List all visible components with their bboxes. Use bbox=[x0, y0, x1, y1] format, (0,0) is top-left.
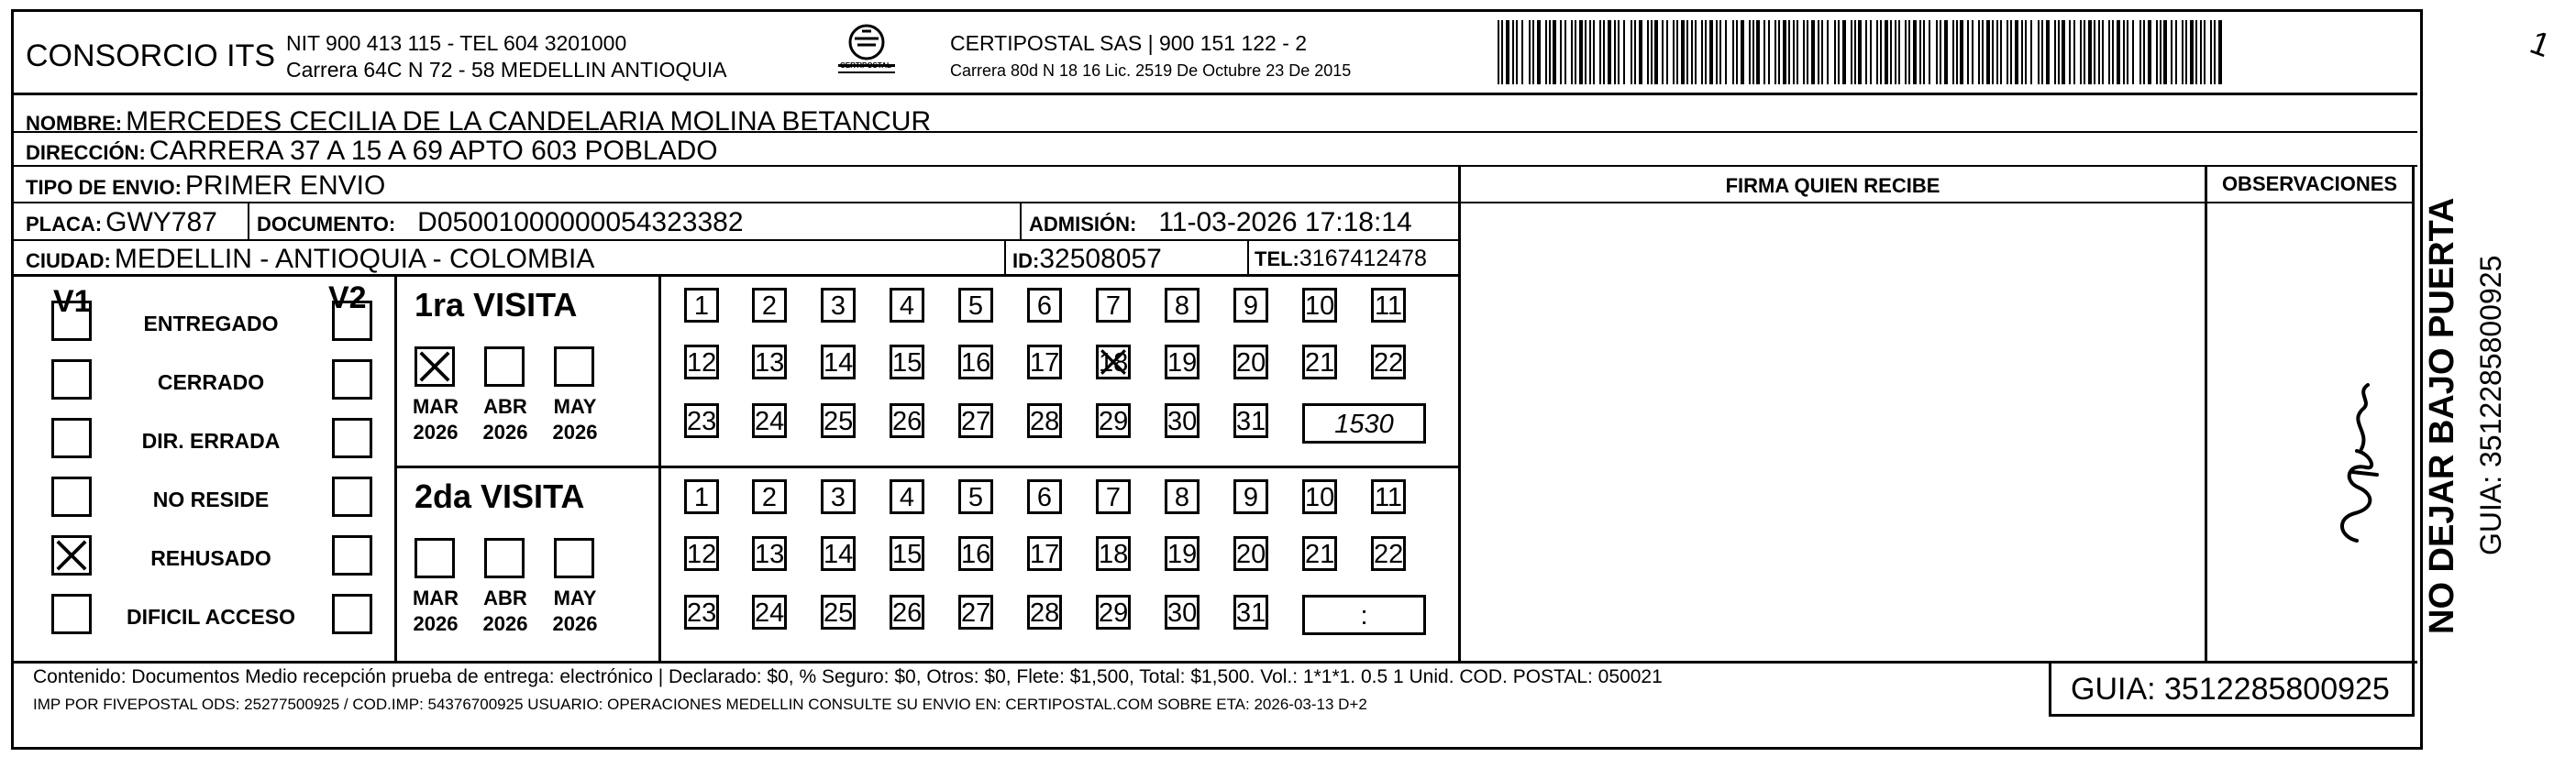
day-number: 17 bbox=[1030, 348, 1060, 378]
day-22-box[interactable] bbox=[1371, 536, 1406, 571]
corner-mark: 1 bbox=[2525, 22, 2556, 65]
certipostal-logo bbox=[835, 22, 899, 82]
carrier-info: CERTIPOSTAL SAS | 900 151 122 - 2 bbox=[950, 31, 1308, 55]
day-number: 9 bbox=[1243, 483, 1259, 512]
day-27-box[interactable] bbox=[958, 403, 993, 438]
day-number: 30 bbox=[1167, 407, 1198, 436]
day-number: 24 bbox=[755, 598, 785, 628]
admission-row: ADMISIÓN: 11-03-2026 17:18:14 bbox=[1029, 207, 1412, 237]
day-number: 22 bbox=[1374, 348, 1404, 378]
visit-title: 2da VISITA bbox=[415, 477, 585, 515]
day-8-box[interactable] bbox=[1165, 288, 1200, 323]
month-year: 2026 bbox=[482, 421, 528, 444]
day-8-box[interactable] bbox=[1165, 479, 1200, 514]
day-number: 15 bbox=[892, 540, 923, 569]
day-16-box[interactable] bbox=[958, 536, 993, 571]
day-number: 15 bbox=[892, 348, 923, 378]
v2-checkbox[interactable] bbox=[332, 535, 372, 576]
month-option bbox=[548, 586, 602, 637]
day-7-box[interactable] bbox=[1096, 479, 1131, 514]
day-4-box[interactable] bbox=[890, 288, 924, 323]
month-option bbox=[548, 394, 602, 445]
day-number: 3 bbox=[830, 483, 846, 512]
print-info: IMP POR FIVEPOSTAL ODS: 25277500925 / COD.IMP: 54376700925 USUARIO: OPERACIONES MEDELLIN CONSULTE SU ENVIO EN: CERTIPOSTAL.COM SOBRE ETA: 2026-03-13 D+2 bbox=[33, 696, 1367, 713]
status-label: DIFICIL ACCESO bbox=[126, 605, 295, 629]
day-number: 21 bbox=[1305, 540, 1335, 569]
no-dejar-bajo-puerta: NO DEJAR BAJO PUERTA bbox=[2423, 197, 2461, 634]
day-30-box[interactable] bbox=[1165, 595, 1200, 630]
day-number: 23 bbox=[687, 407, 717, 436]
v2-checkbox[interactable] bbox=[332, 477, 372, 517]
day-number: 13 bbox=[755, 348, 785, 378]
day-number: 7 bbox=[1105, 483, 1122, 512]
day-number: 2 bbox=[761, 291, 778, 321]
day-27-box[interactable] bbox=[958, 595, 993, 630]
v1-checkbox[interactable] bbox=[51, 301, 92, 341]
recipient-name: MERCEDES CECILIA DE LA CANDELARIA MOLINA BETANCUR bbox=[126, 106, 932, 137]
month-checkbox[interactable] bbox=[415, 538, 455, 578]
day-number: 29 bbox=[1099, 407, 1129, 436]
day-number: 26 bbox=[892, 598, 923, 628]
day-number: 12 bbox=[687, 348, 717, 378]
day-11-box[interactable] bbox=[1371, 288, 1406, 323]
day-18-box[interactable] bbox=[1096, 345, 1131, 379]
month-year: 2026 bbox=[552, 421, 598, 444]
day-25-box[interactable] bbox=[821, 403, 856, 438]
day-number: 5 bbox=[967, 291, 984, 321]
day-number: 14 bbox=[824, 540, 854, 569]
day-number: 8 bbox=[1174, 291, 1190, 321]
day-number: 16 bbox=[961, 540, 991, 569]
month-checkbox[interactable] bbox=[484, 346, 525, 387]
document-row: DOCUMENTO: D05001000000054323382 bbox=[257, 207, 744, 237]
day-number: 1 bbox=[693, 291, 710, 321]
status-label: REHUSADO bbox=[150, 546, 271, 570]
day-number: 7 bbox=[1105, 291, 1122, 321]
month-year: 2026 bbox=[482, 612, 528, 635]
address-row: DIRECCIÓN: CARRERA 37 A 15 A 69 APTO 603 POBLADO bbox=[26, 136, 718, 166]
day-number: 20 bbox=[1236, 348, 1266, 378]
day-number: 25 bbox=[824, 598, 854, 628]
month-label: MAY bbox=[553, 395, 597, 418]
day-24-box[interactable] bbox=[752, 595, 787, 630]
day-number: 27 bbox=[961, 407, 991, 436]
day-19-box[interactable] bbox=[1165, 536, 1200, 571]
company-name: CONSORCIO ITS bbox=[26, 38, 276, 73]
day-number: 14 bbox=[824, 348, 854, 378]
month-year: 2026 bbox=[413, 612, 459, 635]
day-2-box[interactable] bbox=[752, 479, 787, 514]
day-13-box[interactable] bbox=[752, 345, 787, 379]
day-number: 17 bbox=[1030, 540, 1060, 569]
day-number: 30 bbox=[1167, 598, 1198, 628]
v1-checkbox[interactable] bbox=[51, 418, 92, 458]
day-13-box[interactable] bbox=[752, 536, 787, 571]
month-year: 2026 bbox=[552, 612, 598, 635]
v2-checkbox[interactable] bbox=[332, 359, 372, 400]
observations-header: OBSERVACIONES bbox=[2221, 172, 2398, 195]
day-28-box[interactable] bbox=[1027, 403, 1062, 438]
day-7-box[interactable] bbox=[1096, 288, 1131, 323]
barcode bbox=[1498, 20, 2228, 84]
day-30-box[interactable] bbox=[1165, 403, 1200, 438]
day-1-box[interactable] bbox=[684, 288, 719, 323]
status-label: DIR. ERRADA bbox=[141, 429, 281, 453]
visit-time-field[interactable]: : bbox=[1302, 595, 1426, 635]
day-number: 19 bbox=[1167, 540, 1198, 569]
day-6-box[interactable] bbox=[1027, 479, 1062, 514]
plate-row: PLACA: GWY787 bbox=[26, 207, 217, 237]
day-number: 1 bbox=[693, 483, 710, 512]
day-31-box[interactable] bbox=[1233, 595, 1268, 630]
day-9-box[interactable] bbox=[1233, 288, 1268, 323]
day-22-box[interactable] bbox=[1371, 345, 1406, 379]
v1-checkbox[interactable] bbox=[51, 477, 92, 517]
day-number: 29 bbox=[1099, 598, 1129, 628]
day-number: 4 bbox=[899, 483, 915, 512]
day-17-box[interactable] bbox=[1027, 536, 1062, 571]
month-checkbox[interactable] bbox=[554, 346, 594, 387]
day-number: 11 bbox=[1374, 483, 1403, 512]
id-row: ID:32508057 bbox=[1012, 244, 1162, 274]
day-number: 25 bbox=[824, 407, 854, 436]
footer-guia: GUIA: 3512285800925 bbox=[2071, 672, 2390, 707]
month-option bbox=[479, 586, 532, 637]
day-14-box[interactable] bbox=[821, 536, 856, 571]
day-25-box[interactable] bbox=[821, 595, 856, 630]
v2-checkbox[interactable] bbox=[332, 418, 372, 458]
day-number: 11 bbox=[1374, 291, 1403, 321]
day-number: 31 bbox=[1236, 407, 1266, 436]
day-number: 3 bbox=[830, 291, 846, 321]
day-number: 6 bbox=[1036, 483, 1053, 512]
day-4-box[interactable] bbox=[890, 479, 924, 514]
status-label: CERRADO bbox=[157, 370, 265, 394]
day-number: 18 bbox=[1099, 348, 1129, 378]
day-10-box[interactable] bbox=[1302, 288, 1337, 323]
day-number: 28 bbox=[1030, 598, 1060, 628]
plate-value: GWY787 bbox=[105, 207, 217, 237]
day-31-box[interactable] bbox=[1233, 403, 1268, 438]
day-number: 10 bbox=[1305, 483, 1335, 512]
day-number: 22 bbox=[1374, 540, 1404, 569]
day-29-box[interactable] bbox=[1096, 595, 1131, 630]
company-nit: NIT 900 413 115 - TEL 604 3201000 bbox=[286, 31, 627, 55]
day-21-box[interactable] bbox=[1302, 536, 1337, 571]
month-label: MAR bbox=[412, 395, 459, 418]
day-20-box[interactable] bbox=[1233, 345, 1268, 379]
side-guia: GUIA: 3512285800925 bbox=[2474, 255, 2507, 555]
shipment-type-row: TIPO DE ENVIO: PRIMER ENVIO bbox=[26, 170, 386, 201]
day-number: 8 bbox=[1174, 483, 1190, 512]
tel-row: TEL:3167412478 bbox=[1255, 246, 1427, 271]
day-number: 2 bbox=[761, 483, 778, 512]
carrier-address: Carrera 80d N 18 16 Lic. 2519 De Octubre 23 De 2015 bbox=[950, 61, 1352, 80]
carrier-logo-text: CERTIPOSTAL bbox=[840, 61, 891, 70]
day-number: 4 bbox=[899, 291, 915, 321]
day-9-box[interactable] bbox=[1233, 479, 1268, 514]
document-value: D05001000000054323382 bbox=[417, 207, 744, 237]
day-3-box[interactable] bbox=[821, 479, 856, 514]
day-number: 12 bbox=[687, 540, 717, 569]
day-12-box[interactable] bbox=[684, 536, 719, 571]
shipment-type: PRIMER ENVIO bbox=[184, 170, 386, 201]
day-3-box[interactable] bbox=[821, 288, 856, 323]
day-23-box[interactable] bbox=[684, 403, 719, 438]
month-checkbox[interactable] bbox=[415, 346, 455, 387]
month-option bbox=[479, 394, 532, 445]
day-23-box[interactable] bbox=[684, 595, 719, 630]
month-label: MAY bbox=[553, 587, 597, 609]
day-number: 10 bbox=[1305, 291, 1335, 321]
day-21-box[interactable] bbox=[1302, 345, 1337, 379]
month-label: ABR bbox=[483, 395, 527, 418]
v2-checkbox[interactable] bbox=[332, 594, 372, 634]
day-number: 9 bbox=[1243, 291, 1259, 321]
day-5-box[interactable] bbox=[958, 479, 993, 514]
name-row: NOMBRE: MERCEDES CECILIA DE LA CANDELARIA MOLINA BETANCUR bbox=[26, 106, 932, 137]
day-26-box[interactable] bbox=[890, 403, 924, 438]
day-18-box[interactable] bbox=[1096, 536, 1131, 571]
status-label: NO RESIDE bbox=[152, 488, 270, 511]
recipient-signature bbox=[2320, 367, 2394, 550]
month-checkbox[interactable] bbox=[554, 538, 594, 578]
visit-time-field[interactable]: 1530 bbox=[1302, 403, 1426, 444]
company-address: Carrera 64C N 72 - 58 MEDELLIN ANTIOQUIA bbox=[286, 58, 727, 82]
day-number: 24 bbox=[755, 407, 785, 436]
day-16-box[interactable] bbox=[958, 345, 993, 379]
day-2-box[interactable] bbox=[752, 288, 787, 323]
month-label: MAR bbox=[412, 587, 459, 609]
status-label: ENTREGADO bbox=[143, 312, 279, 335]
v2-checkbox[interactable] bbox=[332, 301, 372, 341]
visit-title: 1ra VISITA bbox=[415, 286, 578, 324]
day-15-box[interactable] bbox=[890, 536, 924, 571]
tel-value: 3167412478 bbox=[1299, 246, 1427, 271]
content-summary: Contenido: Documentos Medio recepción prueba de entrega: electrónico | Declarado: $0, % Seguro: $0, Otros: $0, Flete: $1,500, Total: $1,500. Vol.: 1*1*1. 0.5 1 Unid. COD. POSTAL: 050021 bbox=[33, 666, 1663, 687]
day-12-box[interactable] bbox=[684, 345, 719, 379]
month-option bbox=[409, 586, 462, 637]
day-29-box[interactable] bbox=[1096, 403, 1131, 438]
day-5-box[interactable] bbox=[958, 288, 993, 323]
admission-value: 11-03-2026 17:18:14 bbox=[1158, 207, 1412, 237]
day-10-box[interactable] bbox=[1302, 479, 1337, 514]
day-6-box[interactable] bbox=[1027, 288, 1062, 323]
day-number: 28 bbox=[1030, 407, 1060, 436]
city-value: MEDELLIN - ANTIOQUIA - COLOMBIA bbox=[114, 244, 595, 274]
v1-checkbox[interactable] bbox=[51, 594, 92, 634]
day-number: 13 bbox=[755, 540, 785, 569]
city-row: CIUDAD: MEDELLIN - ANTIOQUIA - COLOMBIA bbox=[26, 244, 595, 274]
day-number: 16 bbox=[961, 348, 991, 378]
day-number: 18 bbox=[1099, 540, 1129, 569]
day-number: 27 bbox=[961, 598, 991, 628]
day-19-box[interactable] bbox=[1165, 345, 1200, 379]
day-14-box[interactable] bbox=[821, 345, 856, 379]
day-number: 20 bbox=[1236, 540, 1266, 569]
day-number: 19 bbox=[1167, 348, 1198, 378]
signature-header: FIRMA QUIEN RECIBE bbox=[1725, 174, 1940, 197]
day-1-box[interactable] bbox=[684, 479, 719, 514]
month-year: 2026 bbox=[413, 421, 459, 444]
v1-checkbox[interactable] bbox=[51, 359, 92, 400]
day-15-box[interactable] bbox=[890, 345, 924, 379]
day-number: 23 bbox=[687, 598, 717, 628]
day-17-box[interactable] bbox=[1027, 345, 1062, 379]
day-26-box[interactable] bbox=[890, 595, 924, 630]
v1-label: V1 bbox=[53, 284, 92, 319]
day-24-box[interactable] bbox=[752, 403, 787, 438]
day-number: 6 bbox=[1036, 291, 1053, 321]
month-checkbox[interactable] bbox=[484, 538, 525, 578]
v1-checkbox[interactable] bbox=[51, 535, 92, 576]
day-28-box[interactable] bbox=[1027, 595, 1062, 630]
day-number: 31 bbox=[1236, 598, 1266, 628]
recipient-address: CARRERA 37 A 15 A 69 APTO 603 POBLADO bbox=[149, 136, 718, 166]
day-number: 21 bbox=[1305, 348, 1335, 378]
month-option bbox=[409, 394, 462, 445]
day-number: 5 bbox=[967, 483, 984, 512]
day-number: 26 bbox=[892, 407, 923, 436]
v2-label: V2 bbox=[328, 280, 367, 315]
day-20-box[interactable] bbox=[1233, 536, 1268, 571]
month-label: ABR bbox=[483, 587, 527, 609]
day-11-box[interactable] bbox=[1371, 479, 1406, 514]
id-value: 32508057 bbox=[1039, 244, 1162, 274]
